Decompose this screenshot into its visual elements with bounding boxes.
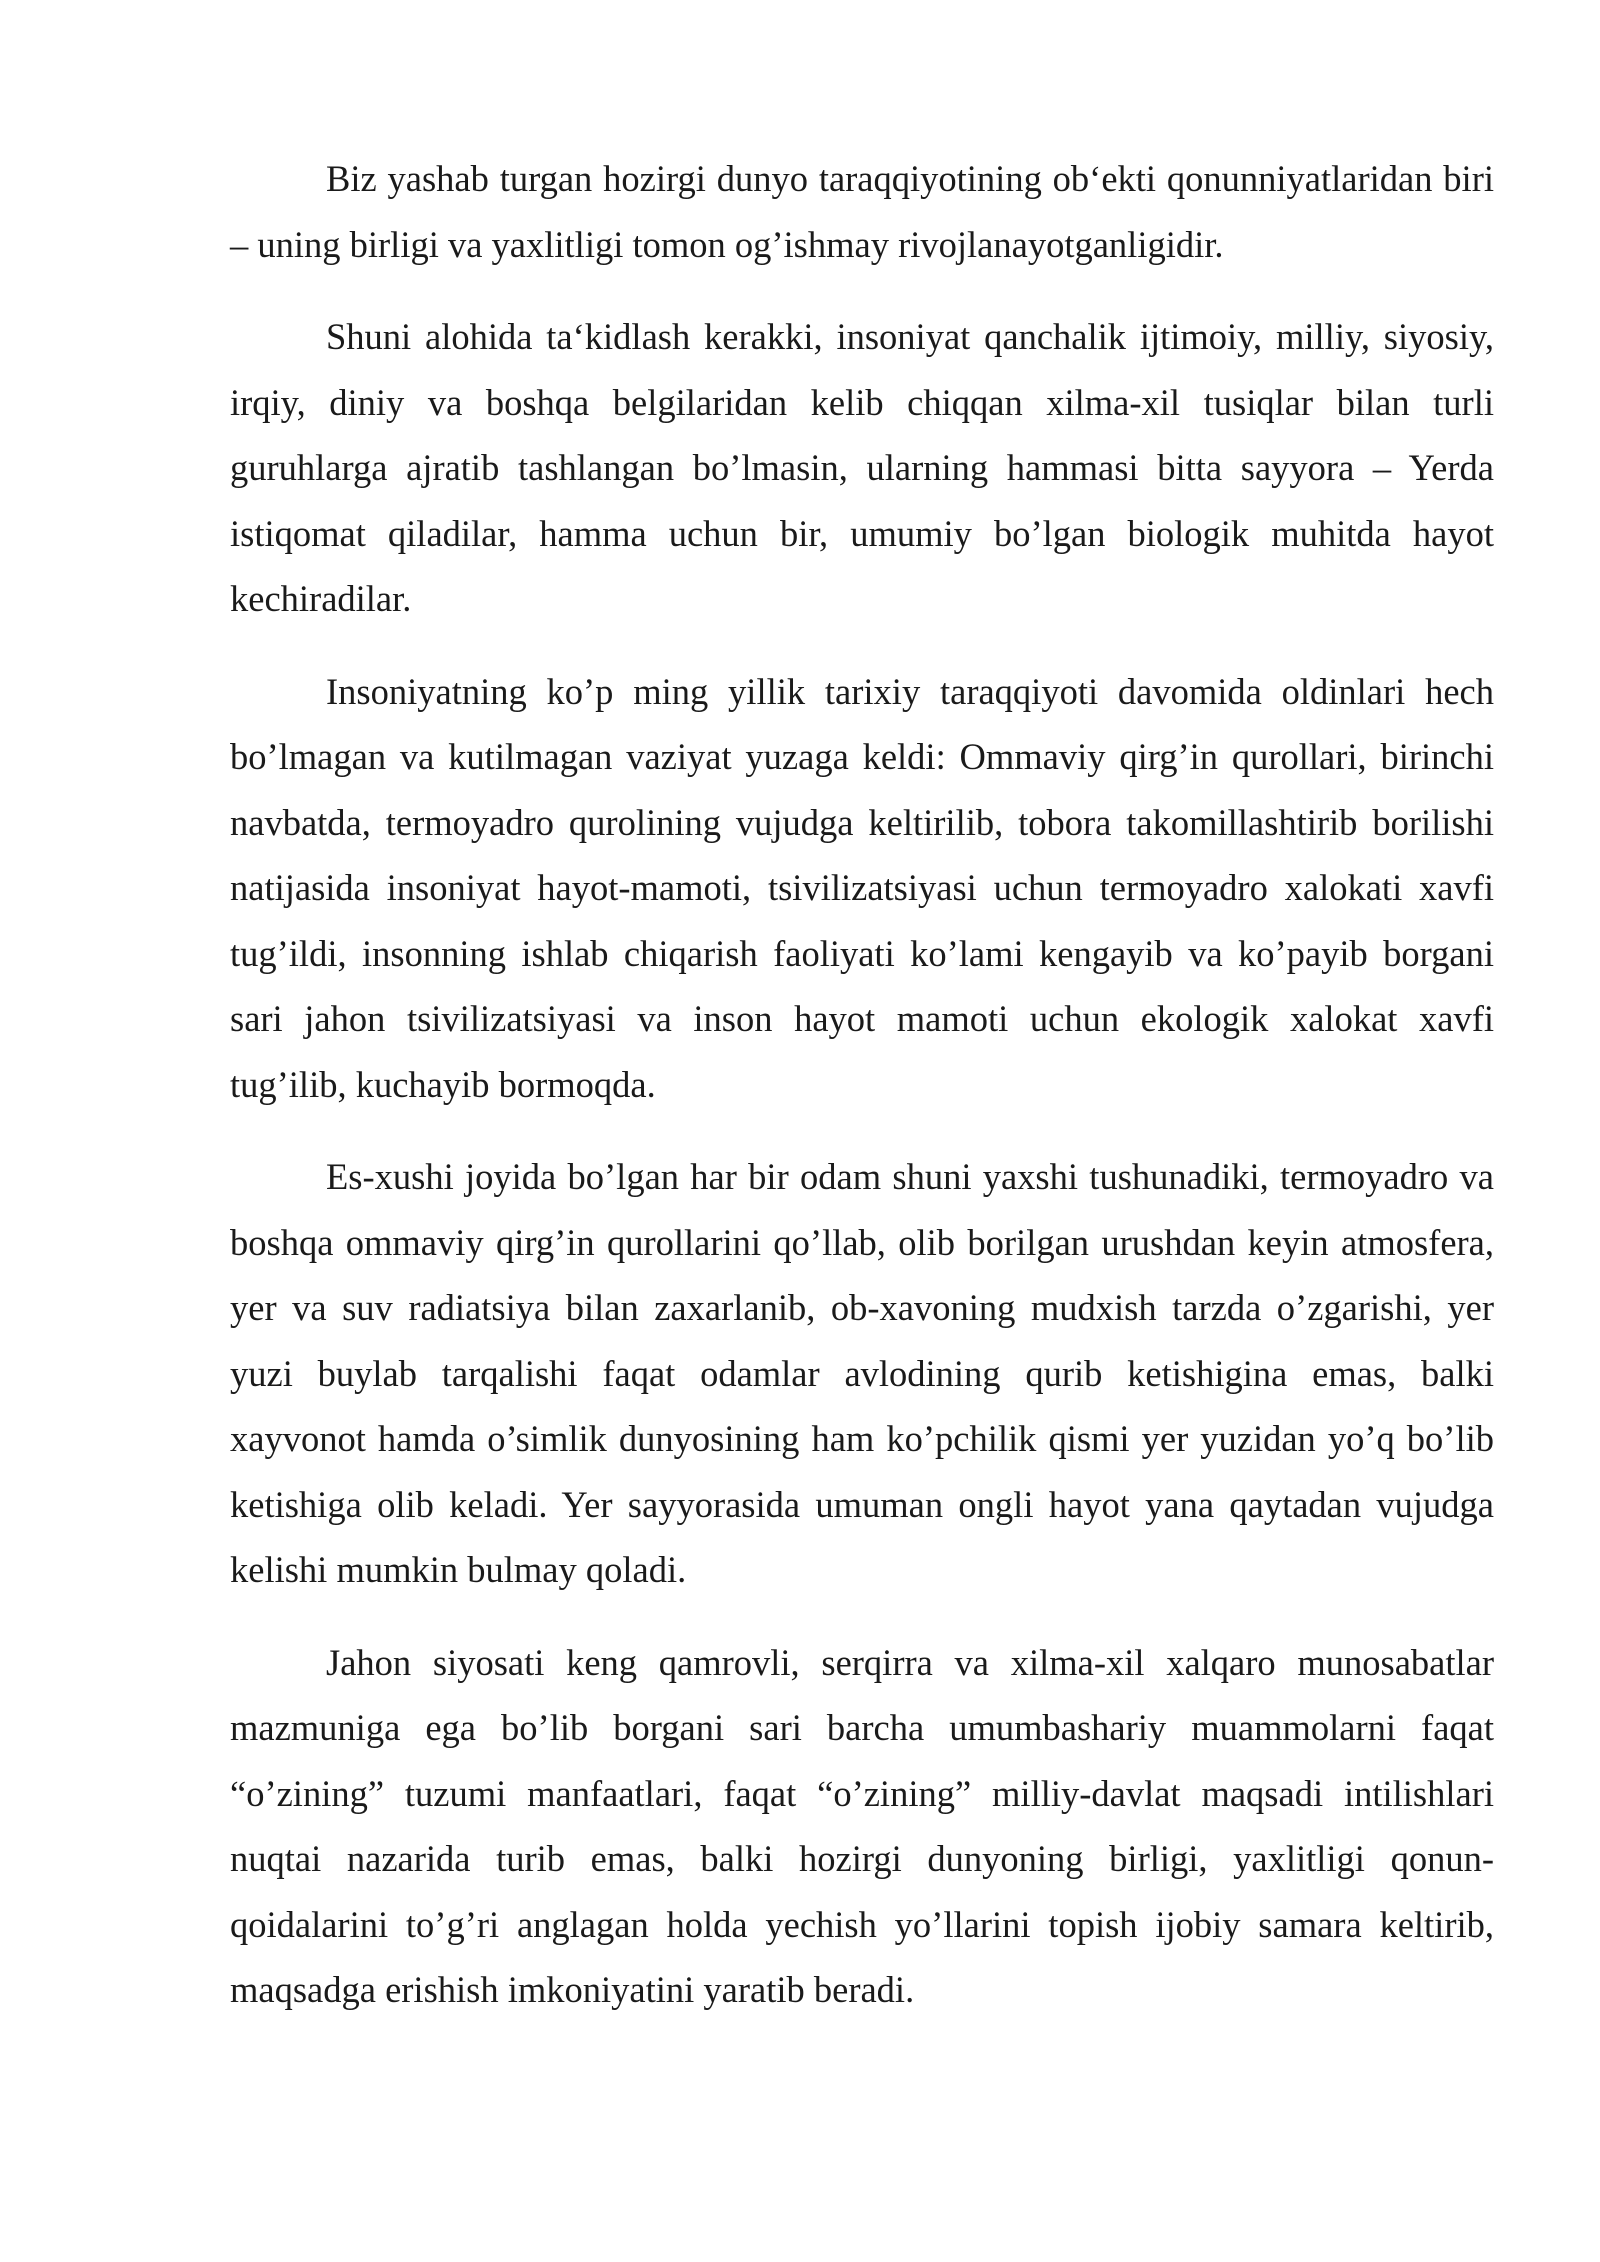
paragraph-4: Es-xushi joyida bo’lgan har bir odam shuni yaxshi tushunadiki, termoyadro va boshqa ommaviy qirg’in qurollarini qo’llab, olib borilgan urushdan keyin atmosfera, yer va suv radiatsiya bilan zaxarlanib, ob-xavoning mudxish tarzda o’zgarishi, yer yuzi buylab tarqalishi faqat odamlar avlodining qurib ketishigina emas, balki xayvonot hamda o’simlik dunyosining ham ko’pchilik qismi yer yuzidan yo’q bo’lib ketishiga olib keladi. Yer sayyorasida umuman ongli hayot yana qaytadan vujudga kelishi mumkin bulmay qoladi.: [230, 1156, 1494, 1590]
paragraph-5: Jahon siyosati keng qamrovli, serqirra va xilma-xil xalqaro munosabatlar mazmuniga ega bo’lib borgani sari barcha umumbashariy muammolarni faqat “o’zining” tuzumi manfaatlari, faqat “o’zining” milliy-davlat maqsadi intilishlari nuqtai nazarida turib emas, balki hozirgi dunyoning birligi, yaxlitligi qonun-qoidalarini to’g’ri anglagan holda yechish yo’llarini topish ijobiy samara keltirib, maqsadga erishish imkoniyatini yaratib beradi.: [230, 1641, 1494, 2010]
paragraph-2: Shuni alohida ta‘kidlash kerakki, insoniyat qanchalik ijtimoiy, milliy, siyosiy, irqiy, diniy va boshqa belgilaridan kelib chiqqan xilma-xil tusiqlar bilan turli guruhlarga ajratib tashlangan bo’lmasin, ularning hammasi bitta sayyora – Yerda istiqomat qiladilar, hamma uchun bir, umumiy bo’lgan biologik muhitda hayot kechiradilar.: [230, 316, 1494, 619]
document-body: [230, 146, 1494, 2050]
paragraph-1: Biz yashab turgan hozirgi dunyo taraqqiyotining ob‘ekti qonunniyatlaridan biri – uning birligi va yaxlitligi tomon og’ishmay rivojlanayotganligidir.: [230, 158, 1494, 265]
paragraph-3: Insoniyatning ko’p ming yillik tarixiy taraqqiyoti davomida oldinlari hech bo’lmagan va kutilmagan vaziyat yuzaga keldi: Ommaviy qirg’in qurollari, birinchi navbatda, termoyadro qurolining vujudga keltirilib, tobora takomillashtirib borilishi natijasida insoniyat hayot-mamoti, tsivilizatsiyasi uchun termoyadro xalokati xavfi tug’ildi, insonning ishlab chiqarish faoliyati ko’lami kengayib va ko’payib borgani sari jahon tsivilizatsiyasi va inson hayot mamoti uchun ekologik xalokat xavfi tug’ilib, kuchayib bormoqda.: [230, 670, 1494, 1105]
